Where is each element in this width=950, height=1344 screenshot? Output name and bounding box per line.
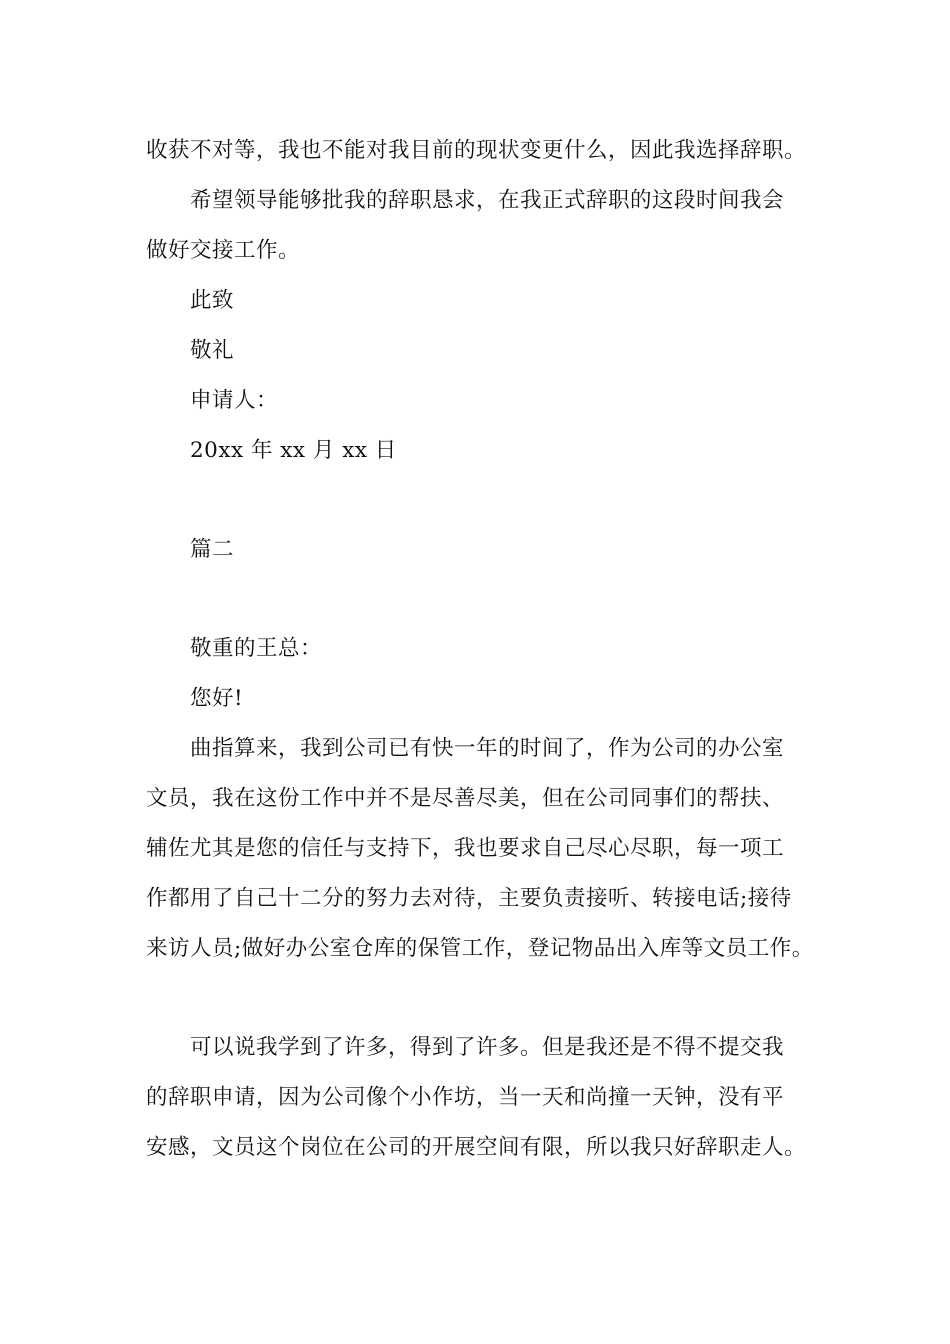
- section-title: 篇二: [190, 537, 235, 562]
- paragraph-line: 希望领导能够批我的辞职恳求，在我正式辞职的这段时间我会: [190, 188, 785, 213]
- paragraph-line: 辅佐尤其是您的信任与支持下，我也要求自己尽心尽职，每一项工: [146, 836, 785, 861]
- paragraph-line: 的辞职申请，因为公司像个小作坊，当一天和尚撞一天钟，没有平: [146, 1085, 785, 1110]
- paragraph-line: 来访人员;做好办公室仓库的保管工作，登记物品出入库等文员工作。: [146, 936, 814, 961]
- paragraph-line: 做好交接工作。: [146, 238, 301, 263]
- applicant-label: 申请人：: [190, 388, 279, 413]
- paragraph-line: 曲指算来，我到公司已有快一年的时间了，作为公司的办公室: [190, 736, 785, 761]
- salutation: 敬重的王总：: [190, 636, 323, 661]
- greeting: 您好!: [190, 686, 244, 711]
- closing-line: 此致: [190, 288, 235, 313]
- closing-line: 敬礼: [190, 338, 235, 363]
- paragraph-line: 收获不对等，我也不能对我目前的现状变更什么，因此我选择辞职。: [146, 138, 807, 163]
- paragraph-line: 安感，文员这个岗位在公司的开展空间有限，所以我只好辞职走人。: [146, 1135, 807, 1160]
- paragraph-line: 可以说我学到了许多，得到了许多。但是我还是不得不提交我: [190, 1035, 785, 1060]
- paragraph-line: 作都用了自己十二分的努力去对待，主要负责接听、转接电话;接待: [146, 886, 792, 911]
- date-line: 20xx 年 xx 月 xx 日: [190, 438, 397, 463]
- paragraph-line: 文员，我在这份工作中并不是尽善尽美，但在公司同事们的帮扶、: [146, 786, 785, 811]
